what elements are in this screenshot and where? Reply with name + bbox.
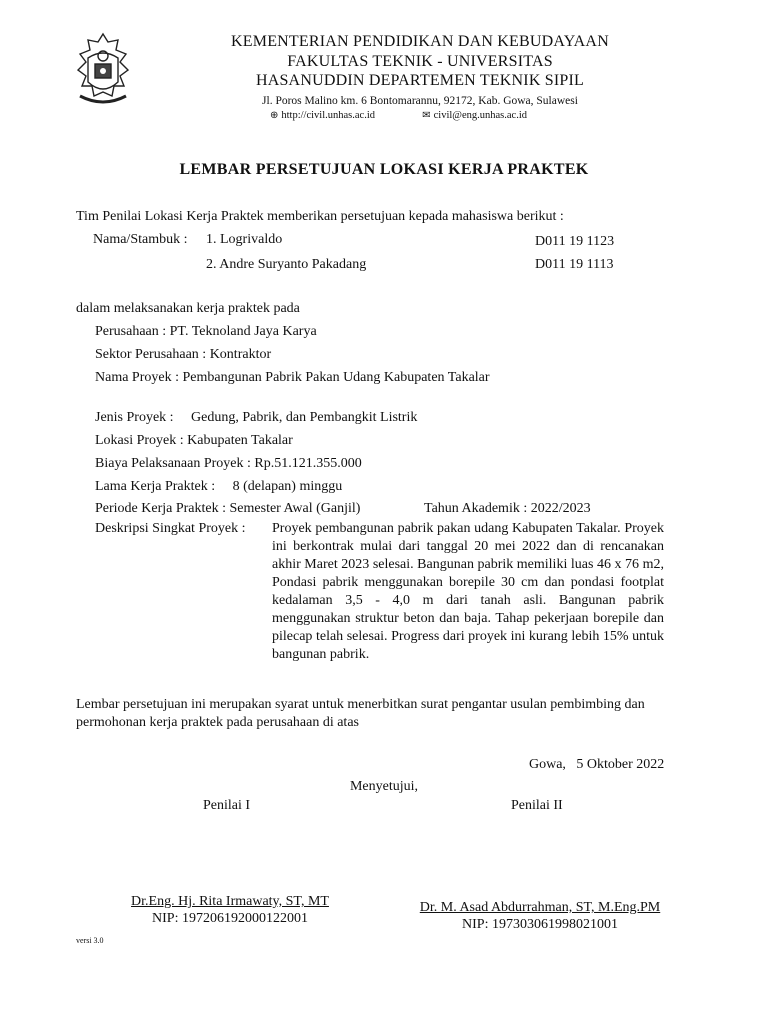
- student-id: D011 19 1113: [535, 257, 614, 272]
- internship-duration: Lama Kerja Praktek : 8 (delapan) minggu: [95, 479, 343, 494]
- signer-role: Penilai II: [511, 798, 563, 813]
- approval-label: Menyetujui,: [349, 779, 419, 794]
- project-description: Proyek pembangunan pabrik pakan udang Kabupaten Takalar. Proyek ini berkontrak mulai dari tanggal 20 mei 2022 dan di rencanakan akhir Maret 2023 selesai. Bangunan pabrik memiliki luas 46 x 76 m2, Pondasi pabrik menggunakan borepile 30 cm dan pondasi footplat kedalaman 3,5 - 4,0 m dari tanah asli. Bangunan pabrik menggunakan struktur beton dan baja. Tahap pekerjaan borepile dan pilecap telah selesai. Progress dari proyek ini kurang lebih 15% untuk bangunan pabrik.: [272, 521, 664, 662]
- student-label: Nama/Stambuk :: [93, 232, 188, 247]
- project-name: Nama Proyek : Pembangunan Pabrik Pakan Udang Kabupaten Takalar: [95, 370, 490, 385]
- university-logo: [68, 30, 138, 110]
- student-id: D011 19 1123: [535, 234, 615, 249]
- project-location: Lokasi Proyek : Kabupaten Takalar: [95, 433, 293, 448]
- header-department: HASANUDDIN DEPARTEMEN TEKNIK SIPIL: [255, 72, 585, 89]
- project-cost: Biaya Pelaksanaan Proyek : Rp.51.121.355.000: [95, 456, 362, 471]
- company-name: Perusahaan : PT. Teknoland Jaya Karya: [95, 324, 317, 339]
- header-ministry: KEMENTERIAN PENDIDIKAN DAN KEBUDAYAAN: [231, 33, 609, 50]
- document-title: LEMBAR PERSETUJUAN LOKASI KERJA PRAKTEK: [179, 161, 589, 178]
- student-name: 2. Andre Suryanto Pakadang: [206, 257, 367, 272]
- place-date: Gowa, 5 Oktober 2022: [529, 757, 665, 772]
- company-sector: Sektor Perusahaan : Kontraktor: [95, 347, 272, 362]
- header-contacts: [270, 109, 527, 122]
- closing-text: Lembar persetujuan ini merupakan syarat untuk menerbitkan surat pengantar usulan pembimbing dan permohonan kerja praktek pada perusahaan di atas: [76, 697, 645, 730]
- signer-nip: NIP: 197303061998021001: [462, 917, 618, 932]
- internship-period: Periode Kerja Praktek : Semester Awal (Ganjil): [95, 501, 361, 516]
- intro-text: Tim Penilai Lokasi Kerja Praktek memberikan persetujuan kepada mahasiswa berikut :: [76, 209, 564, 224]
- academic-year: Tahun Akademik : 2022/2023: [424, 501, 591, 516]
- website-link[interactable]: http://civil.unhas.ac.id: [281, 110, 375, 121]
- header-faculty: FAKULTAS TEKNIK - UNIVERSITAS: [287, 53, 553, 70]
- lead-text: dalam melaksanakan kerja praktek pada: [76, 301, 300, 316]
- project-type: Jenis Proyek : Gedung, Pabrik, dan Pembangkit Listrik: [95, 410, 418, 425]
- signer-name: Dr. M. Asad Abdurrahman, ST, M.Eng.PM: [419, 900, 661, 915]
- version-label: versi 3.0: [76, 936, 104, 945]
- email-link[interactable]: civil@eng.unhas.ac.id: [433, 110, 527, 121]
- signer-nip: NIP: 197206192000122001: [152, 911, 308, 926]
- description-label: Deskripsi Singkat Proyek :: [95, 521, 246, 536]
- header-address: Jl. Poros Malino km. 6 Bontomarannu, 92172, Kab. Gowa, Sulawesi: [262, 95, 578, 107]
- signer-role: Penilai I: [203, 798, 251, 813]
- student-name: 1. Logrivaldo: [206, 232, 283, 247]
- envelope-icon: ✉: [422, 110, 431, 121]
- signer-name: Dr.Eng. Hj. Rita Irmawaty, ST, MT: [131, 894, 329, 909]
- globe-icon: ⊕: [270, 110, 279, 121]
